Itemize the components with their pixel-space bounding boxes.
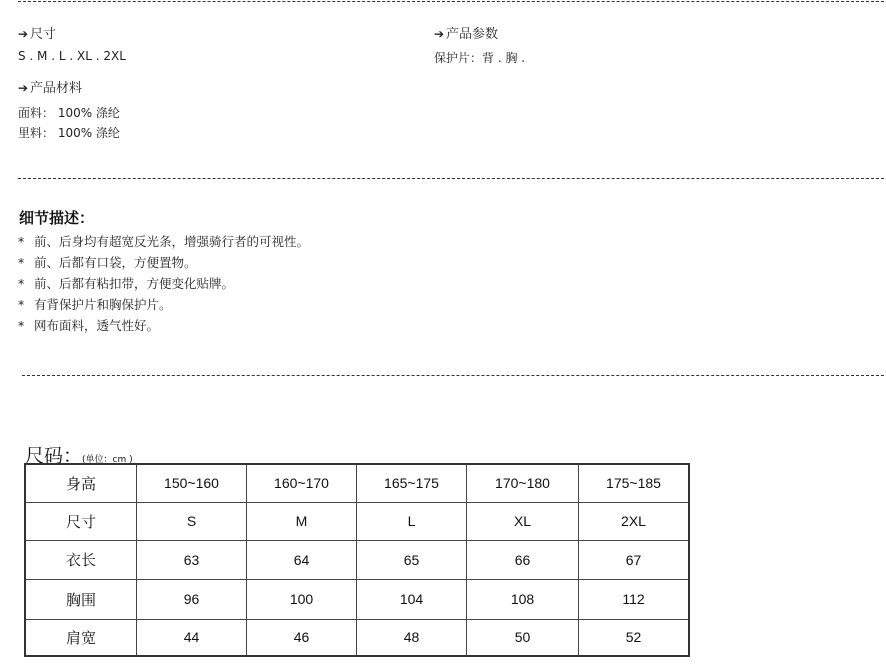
table-cell: L [357,502,467,540]
table-cell: 65 [357,540,467,579]
arrow-right-icon: ➔ [18,81,29,95]
details-title: 细节描述： [19,209,95,227]
arrow-right-icon: ➔ [18,27,29,41]
row-label-chest: 胸围 [25,579,137,619]
table-cell: 48 [357,619,467,656]
material-face: 面料： 100% 涤纶 [18,106,120,120]
table-row [25,540,689,579]
size-section-title: ➔ 尺寸 [18,27,57,42]
lower-divider [22,375,884,376]
table-cell: 175~185 [579,464,690,502]
table-cell: 160~170 [247,464,357,502]
table-cell: M [247,502,357,540]
list-item: * 网布面料，透气性好。 [18,318,160,333]
table-cell: XL [467,502,579,540]
list-item: * 前、后都有口袋，方便置物。 [18,255,197,270]
size-chart-table [24,463,690,657]
mid-divider [18,178,884,179]
table-cell: 112 [579,579,690,619]
table-cell: 46 [247,619,357,656]
params-values: 保护片：背 . 胸 . [434,51,526,65]
table-cell: 2XL [579,502,690,540]
list-item: * 前、后都有粘扣带，方便变化贴牌。 [18,276,235,291]
params-section-title: ➔ 产品参数 [434,27,499,42]
table-cell: 96 [137,579,247,619]
table-row [25,619,689,656]
table-row [25,579,689,619]
table-cell: 170~180 [467,464,579,502]
material-section-title: ➔ 产品材料 [18,81,83,96]
size-values: S . M . L . XL . 2XL [18,49,126,63]
table-cell: 165~175 [357,464,467,502]
row-label-height: 身高 [25,464,137,502]
table-cell: 44 [137,619,247,656]
size-chart-title: 尺码：(单位：cm ) [25,445,133,467]
table-cell: 104 [357,579,467,619]
table-cell: 108 [467,579,579,619]
list-item: * 有背保护片和胸保护片。 [18,297,172,312]
table-cell: 52 [579,619,690,656]
size-chart-unit: (单位：cm ) [82,455,133,465]
material-lining: 里料： 100% 涤纶 [18,126,120,140]
table-cell: 63 [137,540,247,579]
table-cell: 150~160 [137,464,247,502]
row-label-size: 尺寸 [25,502,137,540]
table-cell: 66 [467,540,579,579]
table-row [25,464,689,502]
row-label-shoulder: 肩宽 [25,619,137,656]
table-cell: 67 [579,540,690,579]
details-list [18,232,309,337]
arrow-right-icon: ➔ [434,27,445,41]
table-cell: 50 [467,619,579,656]
table-row [25,502,689,540]
row-label-length: 衣长 [25,540,137,579]
table-cell: 64 [247,540,357,579]
table-cell: 100 [247,579,357,619]
table-cell: S [137,502,247,540]
list-item: * 前、后身均有超宽反光条，增强骑行者的可视性。 [18,234,310,249]
top-divider [18,1,884,2]
